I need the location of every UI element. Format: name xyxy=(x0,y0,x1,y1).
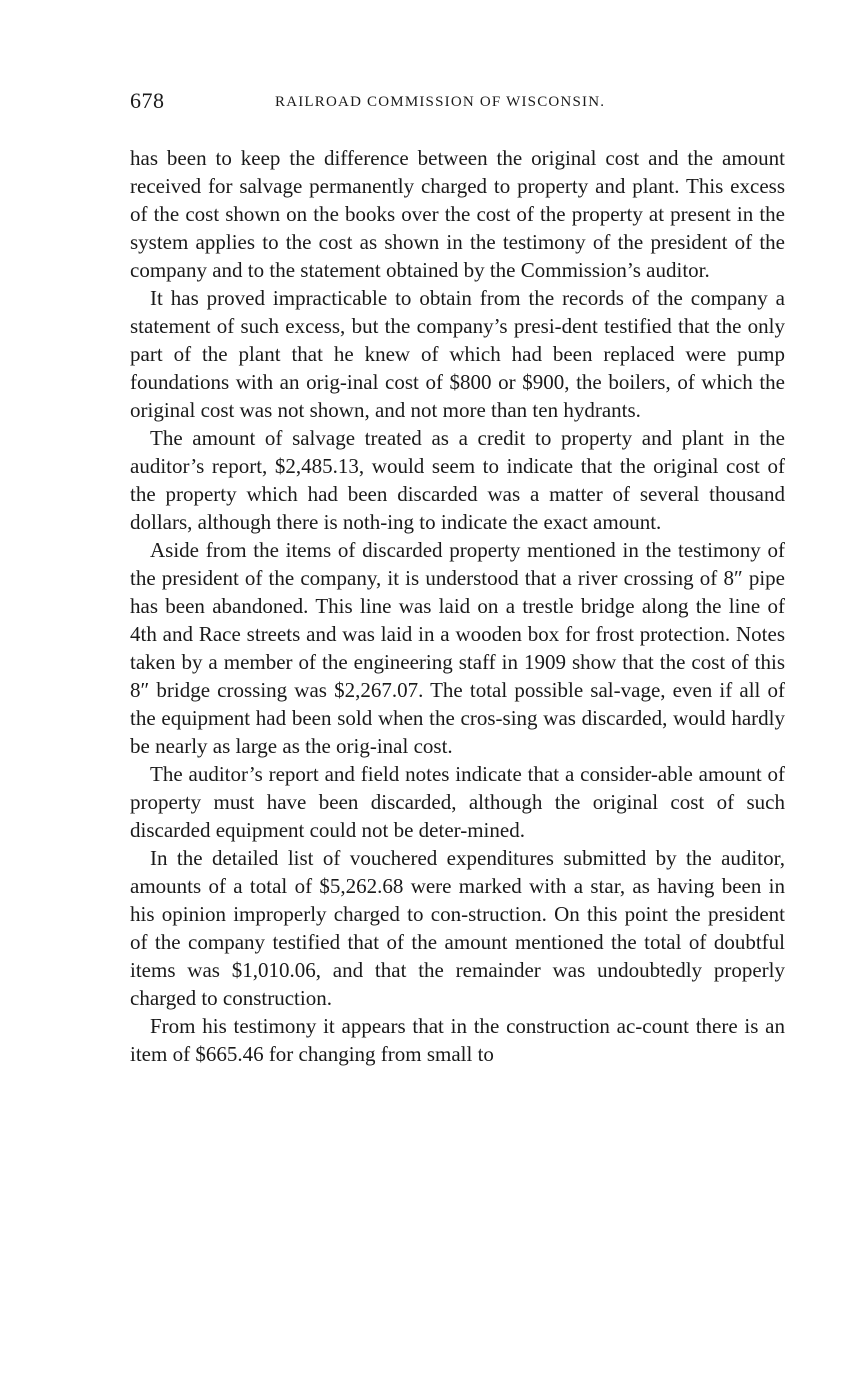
paragraph: In the detailed list of vouchered expenditures submitted by the auditor, amounts of a total of $5,262.68 were marked with a star, as having been in his opinion improperly charged to con-struction. On this point the president of the company testified that of the amount mentioned the total of doubtful items was $1,010.06, and that the remainder was undoubtedly properly charged to construction. xyxy=(130,846,785,1010)
paragraph: The amount of salvage treated as a credit to property and plant in the auditor’s report, $2,485.13, would seem to indicate that the original cost of the property which had been discarded was a matter of several thousand dollars, although there is noth-ing to indicate the exact amount. xyxy=(130,426,785,534)
page-number: 678 xyxy=(130,88,165,113)
body-text xyxy=(130,144,785,1068)
paragraph: It has proved impracticable to obtain from the records of the company a statement of such excess, but the company’s presi-dent testified that the only part of the plant that he knew of which had been replaced were pump foundations with an orig-inal cost of $800 or $900, the boilers, of which the original cost was not shown, and not more than ten hydrants. xyxy=(130,286,785,422)
page-header xyxy=(130,88,785,118)
paragraph: Aside from the items of discarded property mentioned in the testimony of the president of the company, it is understood that a river crossing of 8″ pipe has been abandoned. This line was laid on a trestle bridge along the line of 4th and Race streets and was laid in a wooden box for frost protection. Notes taken by a member of the engineering staff in 1909 show that the cost of this 8″ bridge crossing was $2,267.07. The total possible sal-vage, even if all of the equipment had been sold when the cros-sing was discarded, would hardly be nearly as large as the orig-inal cost. xyxy=(130,538,785,758)
paragraph: has been to keep the difference between the original cost and the amount received for salvage permanently charged to property and plant. This excess of the cost shown on the books over the cost of the property at present in the system applies to the cost as shown in the testimony of the president of the company and to the statement obtained by the Commission’s auditor. xyxy=(130,146,785,282)
paragraph: The auditor’s report and field notes indicate that a consider-able amount of property must have been discarded, although the original cost of such discarded equipment could not be deter-mined. xyxy=(130,762,785,842)
running-head: RAILROAD COMMISSION OF WISCONSIN. xyxy=(275,94,606,110)
paragraph: From his testimony it appears that in the construction ac-count there is an item of $665.46 for changing from small to xyxy=(130,1014,785,1066)
